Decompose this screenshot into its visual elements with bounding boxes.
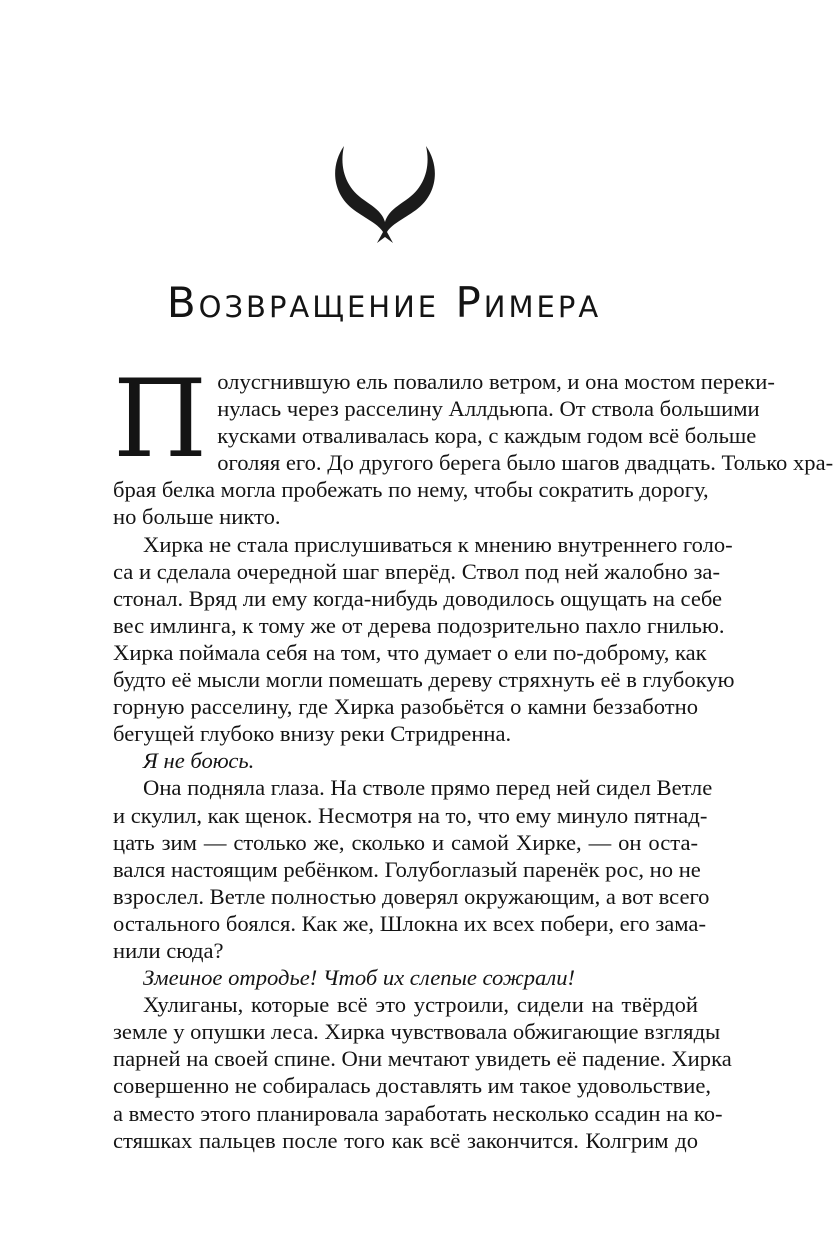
text-line: Хулиганы, которые всё это устроили, сидели на твёрдой [143,992,698,1018]
paragraph [113,747,698,774]
text-line: горную расселину, где Хирка разобьётся о камни беззаботно [113,694,698,720]
text-line: совершенно не собиралась доставлять им такое удовольствие, [113,1073,712,1099]
text-line: нили сюда? [113,937,224,963]
text-line: бегущей глубоко внизу реки Стридренна. [113,721,512,747]
text-line: а вместо этого планировала заработать несколько ссадин на ко- [113,1100,723,1126]
text-line: цать зим — столько же, сколько и самой Хирке, — он оста- [113,829,698,855]
text-line: но больше никто. [113,504,281,530]
paragraph [113,531,735,748]
text-line: остального боялся. Как же, Шлокна их всех побери, его зама- [113,910,706,936]
body-text [113,357,833,1154]
paragraph [113,774,713,964]
text-line: парней на своей спине. Они мечтают увидеть её падение. Хирка [113,1046,732,1072]
paragraph [113,357,833,531]
text-line: Я не боюсь. [143,748,255,774]
text-line: кусками отваливалась кора, с каждым годом всё больше [217,423,757,449]
text-line: вес имлинга, к тому же от дерева подозрительно пахло гнилью. [113,612,725,638]
chapter-title: Возвращение Римера [166,278,602,327]
text-line: будто её мысли могли помешать дереву стряхнуть её в глубокую [113,667,735,693]
paragraph [113,991,732,1154]
text-line: Змеиное отродье! Чтоб их слепые сожрали! [143,965,576,991]
text-line: стяшках пальцев после того как всё закончится. Колгрим до [113,1127,698,1153]
text-line: вался настоящим ребёнком. Голубоглазый паренёк рос, но не [113,856,701,882]
paragraph [113,964,698,991]
text-line: брая белка могла пробежать по нему, чтобы сократить дорогу, [113,477,709,503]
text-line: взрослел. Ветле полностью доверял окружающим, а вот всего [113,883,710,909]
text-line: нулась через расселину Аллдьюпа. От ствола большими [217,396,760,422]
text-line: стонал. Вряд ли ему когда-нибудь доводилось ощущать на себе [113,585,723,611]
text-line: Она подняла глаза. На стволе прямо перед ней сидел Ветле [143,775,713,801]
horns-ornament-icon [330,144,440,244]
text-line: Хирка не стала прислушиваться к мнению внутреннего голо- [143,531,733,557]
text-line: земле у опушки леса. Хирка чувствовала обжигающие взгляды [113,1019,721,1045]
text-line: олусгнившую ель повалило ветром, и она мостом переки- [217,369,775,394]
text-line: оголяя его. До другого берега было шагов двадцать. Только хра- [217,450,833,476]
text-line: Хирка поймала себя на том, что думает о ели по-доброму, как [113,639,707,665]
text-line: са и сделала очередной шаг вперёд. Ствол под ней жалобно за- [113,558,720,584]
drop-cap: П [113,357,208,482]
text-line: и скулил, как щенок. Несмотря на то, что ему минуло пятнад- [113,802,708,828]
